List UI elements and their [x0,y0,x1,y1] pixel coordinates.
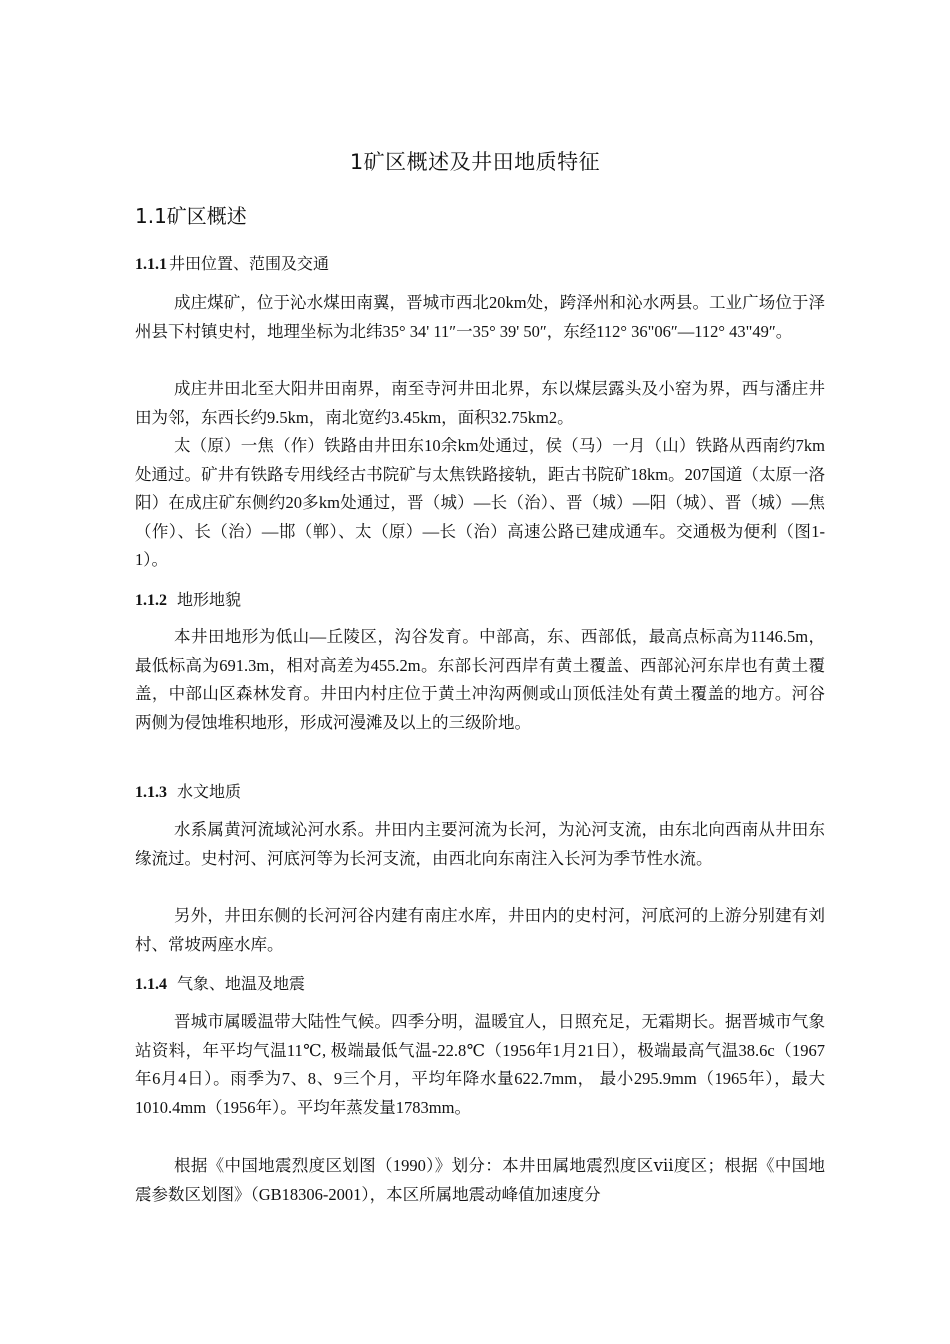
paragraph: 水系属黄河流域沁河水系。井田内主要河流为长河，为沁河支流，由东北向西南从井田东缘流过。史村河、河底河等为长河支流，由西北向东南注入长河为季节性水流。 [135,820,825,868]
paragraph: 晋城市属暖温带大陆性气候。四季分明，温暖宜人，日照充足，无霜期长。据晋城市气象站资料，年平均气温11℃, 极端最低气温-22.8℃（1956年1月21日），极端最高气温38.6c（1967年6月4日）。雨季为7、8、9三个月，平均年降水量622.7mm， 最小295.9mm（1965年），最大1010.4mm（1956年）。平均年蒸发量1783mm。 [135,1012,825,1117]
subsection-number: 1.1.1 [135,256,167,273]
subsection-number: 1.1.2 [135,592,167,609]
subsection-title: 水文地质 [177,784,242,801]
paragraph: 本井田地形为低山—丘陵区，沟谷发育。中部高，东、西部低，最高点标高为1146.5m，最低标高为691.3m，相对高差为455.2m。东部长河西岸有黄土覆盖、西部沁河东岸也有黄土覆盖，中部山区森林发育。井田内村庄位于黄土冲沟两侧或山顶低洼处有黄土覆盖的地方。河谷两侧为侵蚀堆积地形，形成河漫滩及以上的三级阶地。 [135,627,825,732]
paragraph: 根据《中国地震烈度区划图（1990）》划分：本井田属地震烈度区ⅶ度区；根据《中国地震参数区划图》（GB18306-2001），本区所属地震动峰值加速度分 [135,1156,825,1204]
subsection-heading-1-1-3 [135,783,241,803]
paragraph: 另外，井田东侧的长河河谷内建有南庄水库，井田内的史村河，河底河的上游分别建有刘村、常坡两座水库。 [135,906,825,954]
subsection-heading-1-1-2 [135,591,241,611]
subsection-title: 井田位置、范围及交通 [169,256,330,273]
paragraph: 成庄煤矿，位于沁水煤田南翼，晋城市西北20km处，跨泽州和沁水两县。工业广场位于泽州县下村镇史村，地理坐标为北纬35° 34' 11″一35° 39' 50″，东经112° 36"06″—112° 43"49″。 [135,293,825,341]
subsection-heading-1-1-4 [135,975,305,995]
paragraph: 太（原）一焦（作）铁路由井田东10余km处通过，侯（马）一月（山）铁路从西南约7km处通过。矿井有铁路专用线经古书院矿与太焦铁路接轨，距古书院矿18km。207国道（太原一洛阳）在成庄矿东侧约20多km处通过，晋（城）—长（治）、晋（城）—阳（城）、晋（城）—焦（作）、长（治）—邯（郸）、太（原）—长（治）高速公路已建成通车。交通极为便利（图1-1）。 [135,436,825,570]
subsection-number: 1.1.3 [135,784,167,801]
paragraph: 成庄井田北至大阳井田南界，南至寺河井田北界，东以煤层露头及小窑为界，西与潘庄井田为邻，东西长约9.5km，南北宽约3.45km，面积32.75km2。 [135,379,825,427]
subsection-heading-1-1-1 [135,255,329,275]
chapter-title: 1矿区概述及井田地质特征 [349,150,601,175]
section-title: 1.1矿区概述 [135,204,247,228]
subsection-title: 气象、地温及地震 [177,976,306,993]
subsection-title: 地形地貌 [177,592,242,609]
subsection-number: 1.1.4 [135,976,167,993]
